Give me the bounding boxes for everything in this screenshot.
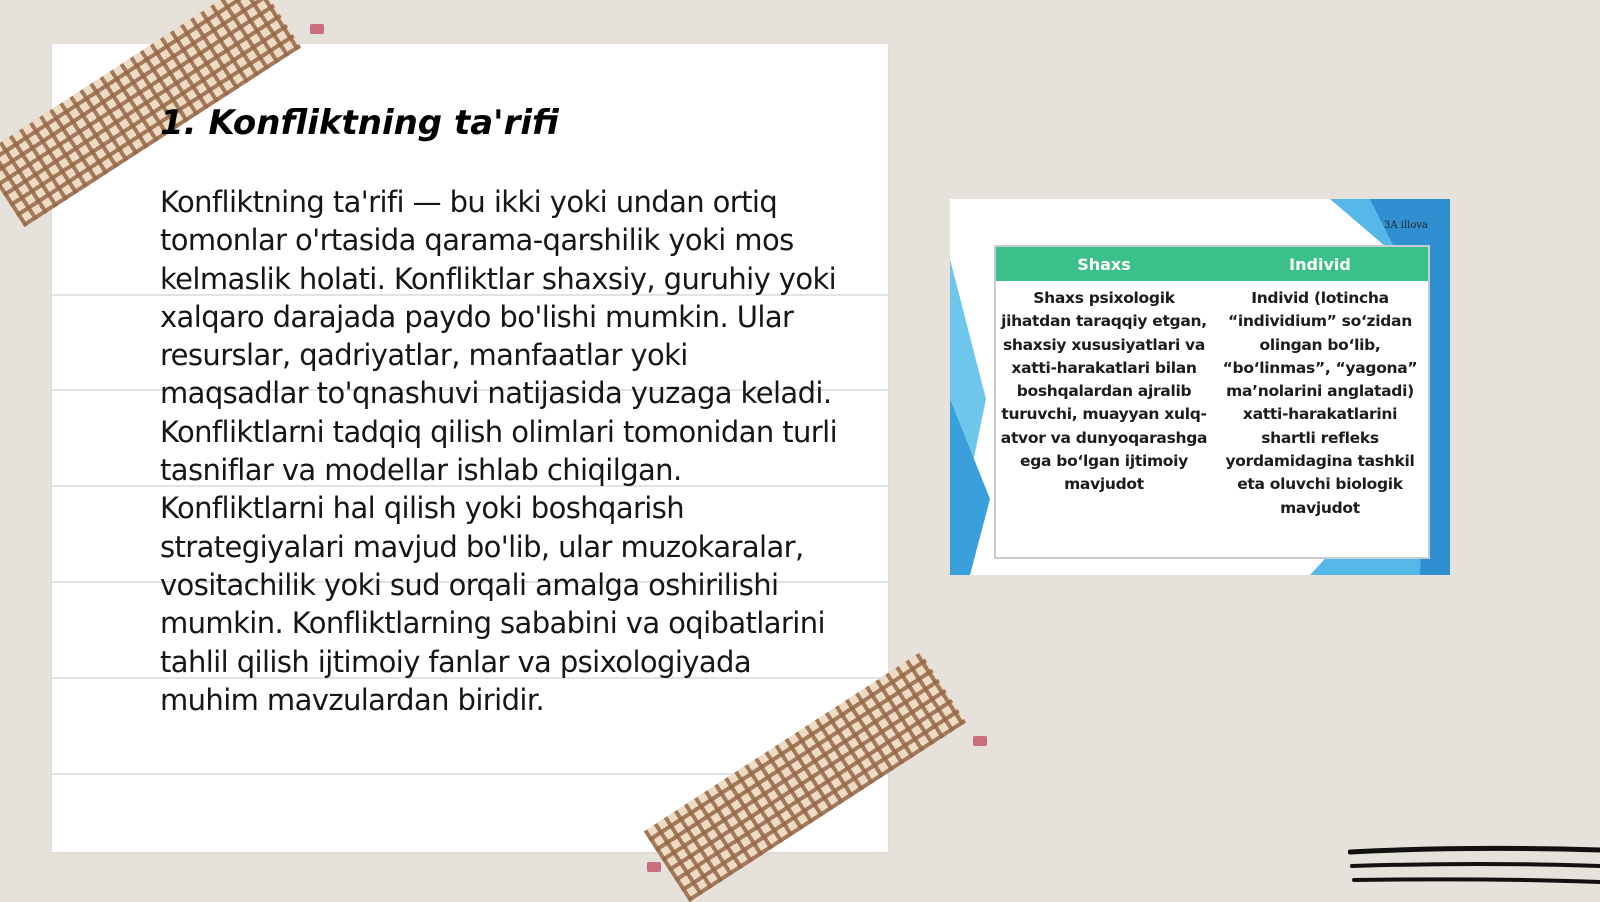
tape-tear-decoration <box>973 736 987 746</box>
table-row <box>996 281 1428 520</box>
tape-tear-decoration <box>647 862 661 872</box>
comparison-table <box>994 245 1430 559</box>
brush-lines-decoration <box>1348 842 1600 892</box>
table-cell-shaxs: Shaxs psixologik jihatdan taraqqiy etgan, shaxsiy xususiyatlari va xatti-harakatlari bilan boshqalardan ajralib turuvchi, muayyan xulq-atvor va dunyoqarashga ega bo‘lgan ijtimoiy mavjudot <box>1000 289 1208 494</box>
tape-tear-decoration <box>310 24 324 34</box>
table-header-cell-individ: Individ <box>1289 254 1351 274</box>
figure-caption: 3A illova <box>1384 220 1428 231</box>
table-cell-individ: Individ (lotincha “individium” so‘zidan olingan bo‘lib, “bo‘linmas”, “yagona” ma’nolarini anglatadi) xatti-harakatlarini shartli refleks yordamidagina tashkil eta oluvchi biologik mavjudot <box>1222 289 1418 517</box>
comparison-table-image <box>950 199 1450 575</box>
slide-title: 1. Konfliktning ta'rifi <box>160 103 559 143</box>
table-header-cell-shaxs: Shaxs <box>1077 254 1131 274</box>
slide-body-text: Konfliktning ta'rifi — bu ikki yoki undan ortiq tomonlar o'rtasida qarama-qarshilik yoki mos kelmaslik holati. Konfliktlar shaxsiy, guruhiy yoki xalqaro darajada paydo bo'lishi mumkin. Ular resurslar, qadriyatlar, manfaatlar yoki maqsadlar to'qnashuvi natijasida yuzaga keladi. Konfliktlarni tadqiq qilish olimlari tomonidan turli tasniflar va modellar ishlab chiqilgan. Konfliktlarni hal qilish yoki boshqarish strategiyalari mavjud bo'lib, ular muzokaralar, vositachilik yoki sud orqali amalga oshirilishi mumkin. Konfliktlarning sababini va oqibatlarini tahlil qilish ijtimoiy fanlar va psixologiyada muhim mavzulardan biridir. <box>160 185 838 717</box>
table-header <box>996 247 1428 281</box>
